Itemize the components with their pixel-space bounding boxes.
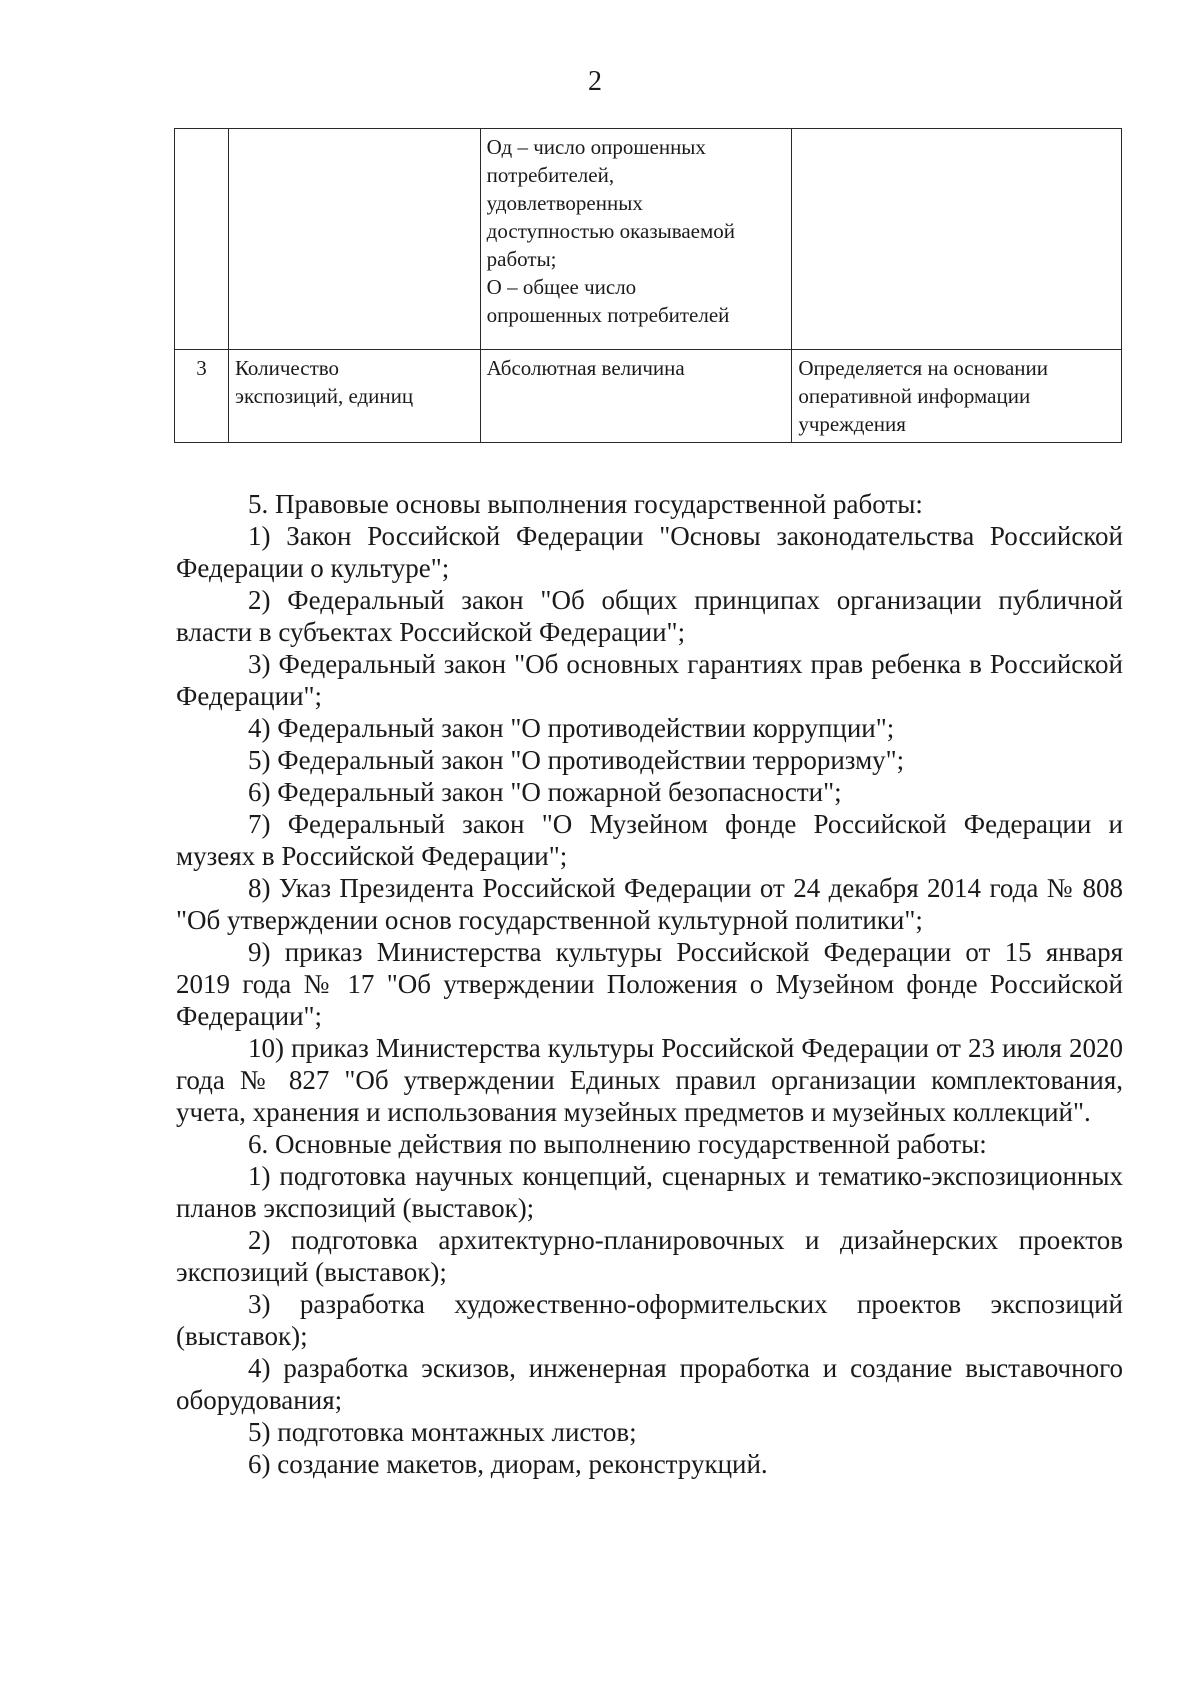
legal-basis-item: 8) Указ Президента Российской Федерации от 24 декабря 2014 года № 808 "Об утверждении основ государственной культурной политики";	[176, 873, 1123, 935]
formula-line: Од – число опрошенных	[486, 135, 706, 159]
legal-basis-item: 5) Федеральный закон "О противодействии терроризму";	[248, 745, 905, 775]
table-cell-method	[792, 350, 1122, 443]
formula-line: удовлетворенных	[486, 191, 643, 215]
action-item: 6) создание макетов, диорам, реконструкций.	[248, 1449, 768, 1479]
table-cell-indicator	[228, 129, 480, 350]
table-cell-formula: Абсолютная величина	[480, 350, 792, 443]
legal-basis-item: 1) Закон Российской Федерации "Основы законодательства Российской Федерации о культуре";	[176, 521, 1123, 583]
action-item: 1) подготовка научных концепций, сценарных и тематико-экспозиционных планов экспозиций (выставок);	[176, 1161, 1123, 1223]
action-item: 5) подготовка монтажных листов;	[248, 1417, 637, 1447]
table-cell-method	[792, 129, 1122, 350]
table-row-continuation	[175, 129, 1122, 350]
method-line: Определяется на основании	[798, 356, 1049, 380]
formula-line: работы;	[486, 247, 557, 271]
table-cell-indicator	[228, 350, 480, 443]
action-item: 2) подготовка архитектурно-планировочных и дизайнерских проектов экспозиций (выставок);	[176, 1225, 1123, 1287]
legal-basis-item: 9) приказ Министерства культуры Российской Федерации от 15 января 2019 года № 17 "Об утверждении Положения о Музейном фонде Российской Федерации";	[176, 937, 1123, 1031]
legal-basis-item: 6) Федеральный закон "О пожарной безопасности";	[248, 777, 842, 807]
indicator-table	[174, 128, 1122, 443]
formula-line: О – общее число	[486, 275, 637, 299]
page-number: 2	[588, 66, 602, 97]
indicator-line: экспозиций, единиц	[234, 384, 414, 408]
document-body	[176, 488, 1123, 1480]
formula-line: доступностью оказываемой	[486, 219, 736, 243]
table-row-3	[175, 350, 1122, 443]
legal-basis-item: 2) Федеральный закон "Об общих принципах организации публичной власти в субъектах Российской Федерации";	[176, 585, 1123, 647]
legal-basis-item: 7) Федеральный закон "О Музейном фонде Российской Федерации и музеях в Российской Федерации";	[176, 809, 1123, 871]
section-6-heading: 6. Основные действия по выполнению государственной работы:	[248, 1129, 987, 1159]
legal-basis-item: 10) приказ Министерства культуры Российской Федерации от 23 июля 2020 года № 827 "Об утверждении Единых правил организации комплектования, учета, хранения и использования музейных предметов и музейных коллекций".	[176, 1033, 1123, 1127]
table-cell-formula	[480, 129, 792, 350]
section-5-heading: 5. Правовые основы выполнения государственной работы:	[248, 489, 923, 519]
action-item: 3) разработка художественно-оформительских проектов экспозиций (выставок);	[176, 1289, 1123, 1351]
indicator-line: Количество	[234, 356, 340, 380]
legal-basis-item: 3) Федеральный закон "Об основных гарантиях прав ребенка в Российской Федерации";	[176, 649, 1123, 711]
action-item: 4) разработка эскизов, инженерная проработка и создание выставочного оборудования;	[176, 1353, 1123, 1415]
legal-basis-item: 4) Федеральный закон "О противодействии коррупции";	[248, 713, 895, 743]
method-line: учреждения	[798, 412, 906, 436]
formula-line: опрошенных потребителей	[486, 303, 730, 327]
table-cell-number: 3	[175, 350, 229, 443]
table-cell-number	[175, 129, 229, 350]
formula-line: потребителей,	[486, 163, 615, 187]
method-line: оперативной информации	[798, 384, 1031, 408]
